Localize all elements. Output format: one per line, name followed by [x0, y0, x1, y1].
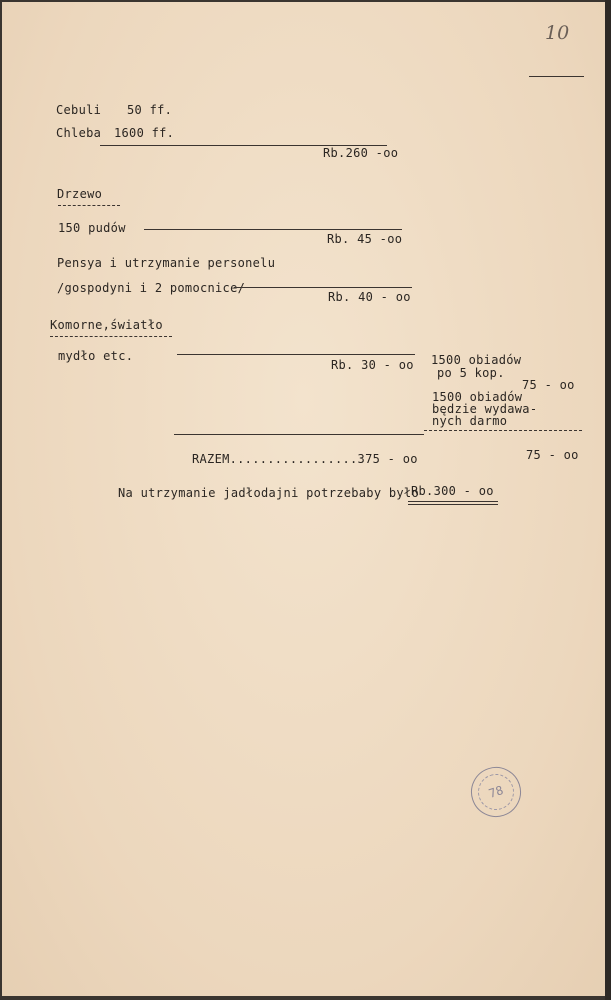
stamp-number: 78: [486, 783, 506, 801]
item-cebuli-label: Cebuli: [56, 103, 102, 117]
sum-4: Rb. 30 - oo: [331, 358, 414, 372]
sum-3: Rb. 40 - oo: [328, 290, 411, 304]
item-drzewo: Drzewo: [57, 187, 103, 201]
sum-1: Rb.260 -oo: [323, 146, 399, 160]
item-pensya-line1: Pensya i utrzymanie personelu: [57, 256, 276, 270]
item-komorne: Komorne,światło: [50, 318, 163, 332]
komorne-underline: [50, 336, 172, 337]
total-razem: RAZEM.................375 - oo: [192, 452, 418, 466]
summary-underline-2: [408, 504, 498, 505]
page-number: 10: [545, 22, 570, 44]
page-edge: [605, 0, 611, 1000]
note-obiady1-line2: po 5 kop.: [437, 366, 505, 380]
note-obiady2-line2: będzie wydawa-: [432, 402, 538, 416]
item-chleba-label: Chleba: [56, 126, 102, 140]
drzewo-underline: [58, 205, 120, 206]
total-rule-right: [424, 430, 582, 431]
document-page: [2, 2, 605, 996]
rule-4: [177, 354, 415, 355]
item-chleba-qty: 1600 ff.: [114, 126, 175, 140]
archive-stamp: [464, 760, 527, 823]
note-obiady2-line1: 1500 obiadów: [432, 390, 523, 404]
item-pensya-line2: /gospodyni i 2 pomocnice/: [57, 281, 246, 295]
note-obiady1-line1: 1500 obiadów: [431, 353, 522, 367]
top-right-rule: [529, 76, 584, 77]
summary-underline-1: [408, 501, 498, 502]
summary-text: Na utrzymanie jadłodajni potrzebaby było: [118, 486, 419, 500]
total-rule-left: [174, 434, 424, 435]
item-pudow: 150 pudów: [58, 221, 126, 235]
item-mydlo: mydło etc.: [58, 349, 134, 363]
note-obiady2-line3: nych darmo: [432, 414, 508, 428]
total-razem-side: 75 - oo: [526, 448, 579, 462]
rule-3: [234, 287, 412, 288]
summary-amount: Rb.300 - oo: [411, 484, 494, 498]
item-cebuli-qty: 50 ff.: [127, 103, 173, 117]
note-obiady1-value: 75 - oo: [522, 378, 575, 392]
rule-2: [144, 229, 402, 230]
sum-2: Rb. 45 -oo: [327, 232, 403, 246]
